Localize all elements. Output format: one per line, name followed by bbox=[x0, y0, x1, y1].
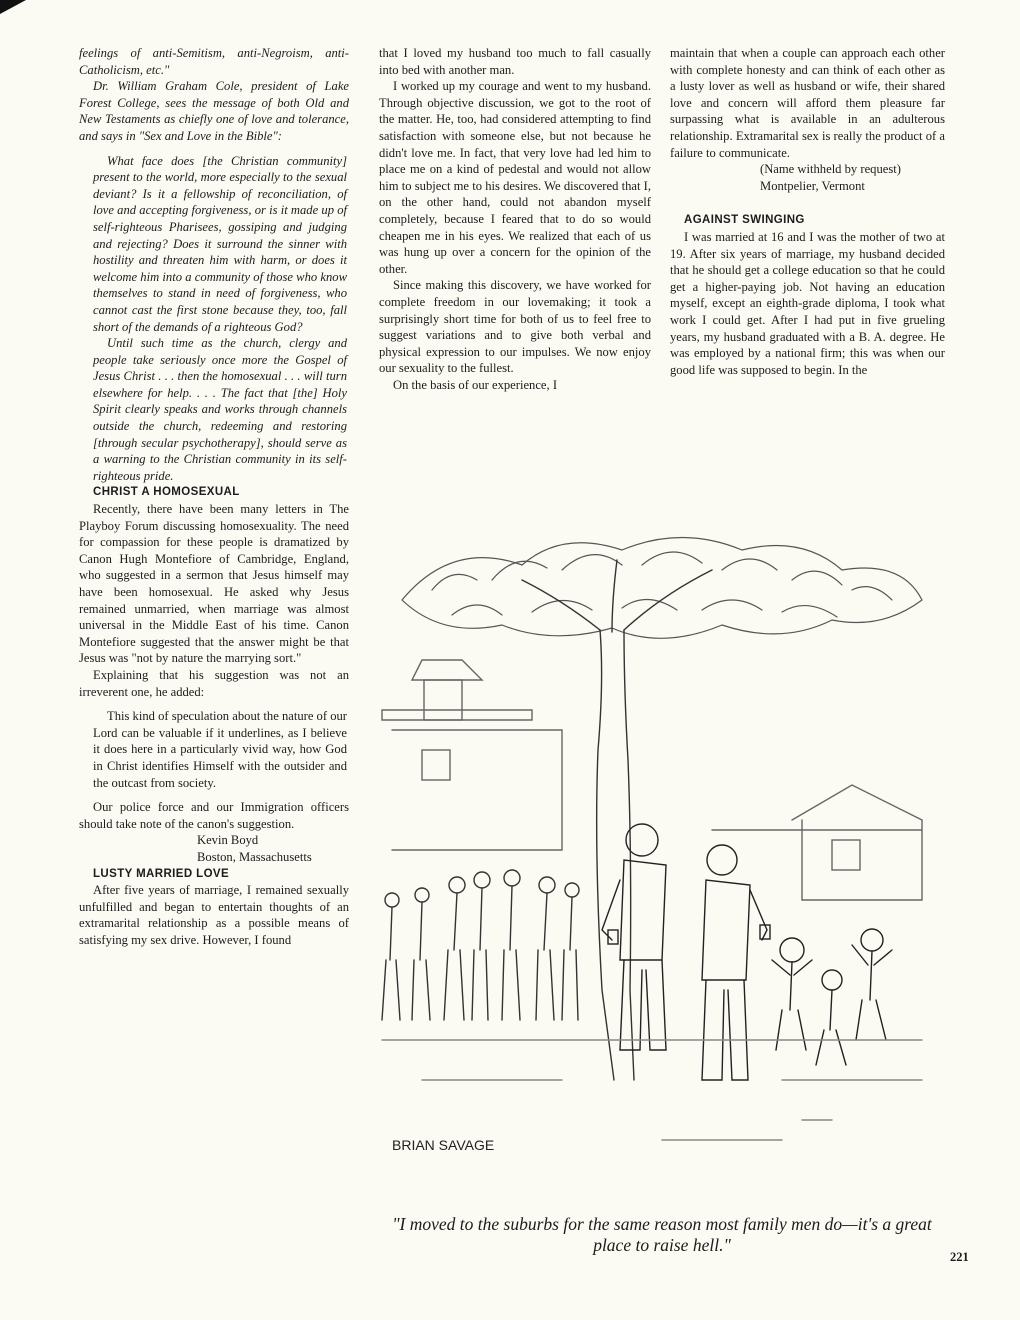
paragraph: maintain that when a couple can approach each other with complete honesty and can think of each other as a lusty lover as well as husband or wife, their shared love and concern will afford them pleasure far surpassing what is available in an adulterous relationship. Extramarital sex is really the product of a failure to communicate. bbox=[670, 46, 945, 160]
section-heading: AGAINST SWINGING bbox=[684, 214, 805, 227]
paragraph: I was married at 16 and I was the mother of two at 19. After six years of marriage, my husband decided that he should get a college education so that he could get a higher-paying job. Not having an education myself, except an eighth-grade diploma, I took what work I could get. After I had put in five grueling years, my husband graduated with a B. A. degree. He was employed by a national firm; this was when our good life was supposed to begin. In the bbox=[670, 229, 945, 377]
ground-lines bbox=[382, 1040, 922, 1140]
tree-canopy bbox=[402, 538, 922, 639]
paragraph: Explaining that his suggestion was not an irreverent one, he added: bbox=[79, 667, 349, 699]
section-heading: CHRIST A HOMOSEXUAL bbox=[93, 486, 240, 499]
block-quote: This kind of speculation about the nature of our Lord can be valuable if it underlines, as I believe it does here in a particularly vivid way, how God in Christ identifies Himself with the outsider and the outcast from society. bbox=[93, 709, 347, 790]
section-heading: LUSTY MARRIED LOVE bbox=[93, 867, 230, 880]
column-left bbox=[79, 45, 349, 948]
paragraph: Since making this discovery, we have worked for complete freedom in our lovemaking; it took a surprisingly short time for both of us to feel free to suggest variations and to give both verbal and physical expression to our impulses. We now enjoy our sexuality to the fullest. bbox=[379, 278, 651, 376]
house-left bbox=[382, 660, 562, 850]
man-left-figure bbox=[602, 824, 666, 1050]
paragraph: Dr. William Graham Cole, president of Lake Forest College, sees the message of both Old and New Testaments as chiefly one of love and tolerance, and says in "Sex and Love in the Bible": bbox=[79, 79, 349, 143]
crowd-figures bbox=[382, 870, 579, 1020]
paragraph: Our police force and our Immigration officers should take note of the canon's suggestion. bbox=[79, 800, 349, 831]
cartoon-illustration bbox=[362, 520, 962, 1210]
block-quote: What face does [the Christian community] present to the world, more especially to the sexual deviant? Is it a fellowship of reconciliation, of love and accepting forgiveness, or is it made up of self-righteous Pharisees, gossiping and judging and rejecting? Does it surround the sinner with hostility and threaten him with harm, or does it welcome him into a community of those who know themselves to stand in need of forgiveness, who cannot cast the first stone because they, too, fall short of the demands of a righteous God? bbox=[93, 153, 347, 334]
artist-signature bbox=[392, 1137, 494, 1153]
paragraph: After five years of marriage, I remained sexually unfulfilled and began to entertain thoughts of an extramarital relationship as a possible means of satisfying my sex drive. However, I found bbox=[79, 883, 349, 947]
column-right bbox=[670, 45, 945, 378]
page-corner-mark bbox=[0, 0, 26, 14]
paragraph: On the basis of our experience, I bbox=[393, 377, 558, 392]
tree-trunk bbox=[522, 560, 712, 1080]
cartoon-caption: "I moved to the suburbs for the same reason most family men do—it's a great place to raise hell." bbox=[392, 1214, 932, 1255]
signature-name: Kevin Boyd bbox=[197, 833, 259, 848]
page-number: 221 bbox=[950, 1250, 969, 1264]
signature-place: Montpelier, Vermont bbox=[760, 178, 865, 193]
paragraph: feelings of anti-Semitism, anti-Negroism, anti-Catholicism, etc." bbox=[79, 46, 349, 77]
children-figures bbox=[772, 929, 892, 1065]
signature-place: Boston, Massachusetts bbox=[197, 849, 312, 864]
paragraph: Recently, there have been many letters in The Playboy Forum discussing homosexuality. The need for compassion for these people is dramatized by Canon Hugh Montefiore of Cambridge, England, who suggested in a sermon that Jesus himself may have been homosexual. He asked why Jesus remained unmarried, when marriage was almost universal in the Middle East of his time. Canon Montefiore suggested that the answer might be that Jesus was "not by nature the marrying sort." bbox=[79, 502, 349, 666]
paragraph: I worked up my courage and went to my husband. Through objective discussion, we got to the root of the matter. He, too, had considered attempting to find satisfaction with someone else, but not because he didn't love me. In fact, that very love had led him to place me on a kind of pedestal and would not allow him to subject me to his desires. We discovered that I, on the other hand, could not abandon myself completely, because I feared that to do so would cheapen me in his eyes. We realized that each of us was hung up over a concern for the opinion of the other. bbox=[379, 79, 651, 276]
block-quote: Until such time as the church, clergy and people take seriously once more the Gospel of Jesus Christ . . . then the homosexual . . . will turn elsewhere for help. . . . The fact that [the] Holy Spirit clearly speaks and works through channels outside the church, redeeming and restoring [through secular psychotherapy], should serve as a warning to the Christian community in its self-righteous pride. bbox=[93, 336, 347, 483]
house-right bbox=[712, 785, 922, 900]
artist-signature-text: BRIAN SAVAGE bbox=[392, 1137, 495, 1153]
signature-name: (Name withheld by request) bbox=[760, 162, 901, 177]
column-middle bbox=[379, 45, 651, 393]
paragraph: that I loved my husband too much to fall casually into bed with another man. bbox=[379, 46, 651, 77]
man-right-figure bbox=[702, 845, 770, 1080]
